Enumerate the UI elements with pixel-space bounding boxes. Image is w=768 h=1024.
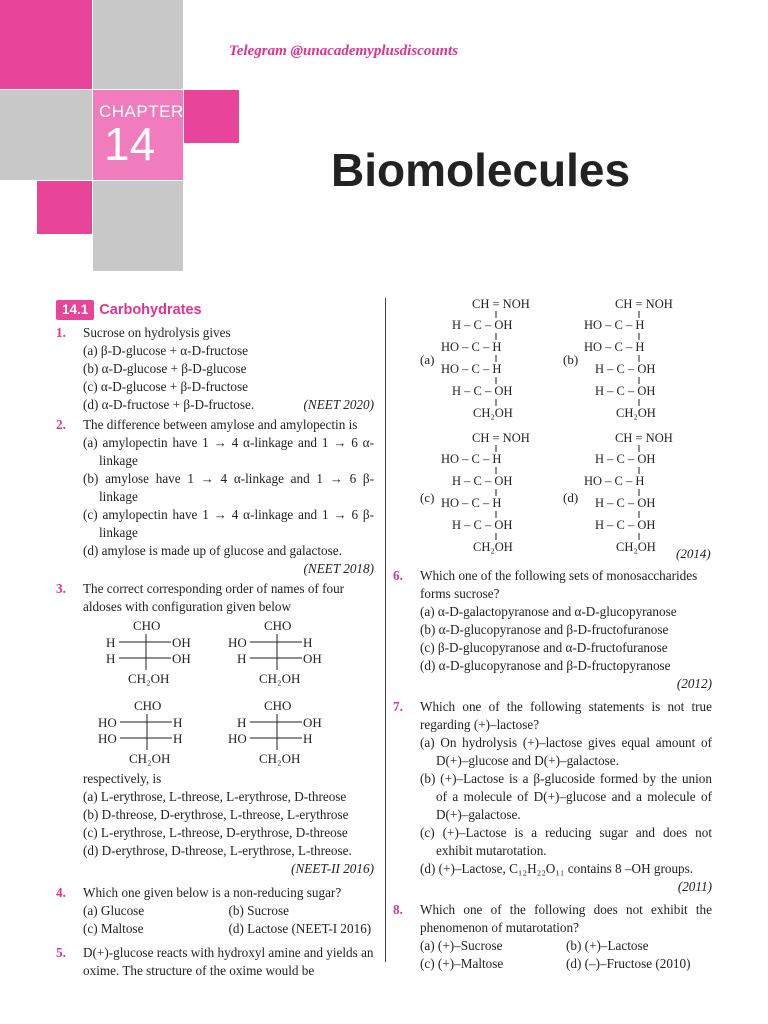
oxime-row: HO – C – H — [441, 452, 502, 466]
question-2 — [56, 416, 374, 578]
oxime-row: HO – C – H — [441, 496, 502, 510]
year-tag: (NEET-II 2016) — [291, 861, 374, 876]
deco-block — [184, 90, 239, 143]
question-8 — [393, 901, 712, 973]
question-5 — [56, 944, 374, 980]
fischer-sub: H — [173, 715, 183, 730]
option-b: (b) Sucrose — [228, 903, 289, 918]
deco-block — [93, 0, 183, 89]
question-number: 5. — [56, 945, 66, 960]
oxime-bottom: CH₂OH — [616, 406, 656, 420]
fischer-bottom: CH₂OH — [259, 671, 301, 686]
fischer-sub: HO — [98, 731, 117, 746]
question-text: Which one of the following statements is not true regarding (+)–lactose? — [420, 699, 712, 732]
option-c: (c) L-erythrose, L-threose, D-erythrose, D-threose — [83, 825, 348, 840]
question-text: D(+)-glucose reacts with hydroxyl amine and yields an oxime. The structure of the oxime would be — [83, 945, 374, 978]
fischer-sub: OH — [172, 635, 191, 650]
question-number: 3. — [56, 581, 66, 596]
question-number: 7. — [393, 699, 403, 714]
question-text: Which one of the following sets of monosaccharides forms sucrose? — [420, 568, 698, 601]
oxime-bottom: CH₂OH — [473, 540, 513, 554]
option-b: (b) α-D-glucopyranose and β-D-fructofuranose — [420, 622, 669, 637]
option-a-label: (a) — [420, 352, 435, 367]
question-number: 4. — [56, 885, 66, 900]
fischer-bottom: CH₂OH — [128, 671, 170, 686]
fischer-structure-2 — [225, 618, 345, 688]
fischer-top: CHO — [264, 698, 292, 713]
chapter-label: CHAPTER — [99, 102, 184, 121]
deco-block — [0, 90, 92, 180]
year-tag: (2011) — [677, 879, 712, 894]
oxime-row: H – C – OH — [452, 318, 513, 332]
fischer-structure-1 — [103, 618, 213, 688]
fischer-top: CHO — [264, 618, 292, 633]
fischer-sub: H — [106, 651, 116, 666]
fischer-sub: H — [237, 651, 247, 666]
question-number: 1. — [56, 325, 66, 340]
fischer-structure-4 — [225, 698, 345, 768]
option-b: (b) (+)–Lactose — [566, 938, 649, 953]
telegram-watermark: Telegram @unacademyplusdiscounts — [229, 43, 459, 59]
option-a: (a) Glucose — [83, 903, 145, 918]
oxime-row: HO – C – H — [584, 474, 645, 488]
oxime-top: CH = NOH — [472, 431, 530, 445]
bond-lines — [452, 430, 562, 558]
oxime-bottom: CH₂OH — [616, 540, 656, 554]
oxime-top: CH = NOH — [615, 431, 673, 445]
respectively-text: respectively, is — [83, 771, 162, 786]
oxime-row: H – C – OH — [595, 362, 656, 376]
option-b: (b) amylose have 1 → 4 α-linkage and 1 → 6 β-linkage — [83, 471, 374, 504]
fischer-sub: H — [106, 635, 116, 650]
fischer-projections — [83, 616, 374, 774]
oxime-row: H – C – OH — [452, 474, 513, 488]
fischer-sub: HO — [228, 731, 247, 746]
oxime-structure-d — [584, 430, 705, 558]
fischer-top: CHO — [133, 618, 161, 633]
oxime-row: HO – C – H — [584, 318, 645, 332]
section-number: 14.1 — [56, 300, 94, 320]
oxime-row: H – C – OH — [452, 518, 513, 532]
option-a: (a) β-D-glucose + α-D-fructose — [83, 343, 248, 358]
fischer-sub: H — [303, 731, 313, 746]
question-number: 6. — [393, 568, 403, 583]
oxime-row: H – C – OH — [595, 496, 656, 510]
fischer-sub: H — [303, 635, 313, 650]
page-title: Biomolecules — [331, 144, 631, 196]
question-1 — [56, 324, 374, 414]
option-d: (d) amylose is made up of glucose and galactose. — [83, 543, 342, 558]
fischer-top: CHO — [134, 698, 162, 713]
option-d: (d) (–)–Fructose (2010) — [566, 956, 691, 971]
option-a: (a) L-erythrose, L-threose, L-erythrose, D-threose — [83, 789, 347, 804]
chapter-number: 14 — [104, 118, 156, 170]
option-d: (d) α-D-glucopyranose and β-D-fructopyranose — [420, 658, 671, 673]
option-c: (c) (+)–Maltose — [420, 956, 504, 971]
fischer-sub: H — [237, 715, 247, 730]
deco-block — [93, 181, 183, 271]
option-c-label: (c) — [420, 490, 435, 505]
oxime-top: CH = NOH — [472, 297, 530, 311]
option-b: (b) α-D-glucose + β-D-glucose — [83, 361, 247, 376]
year-tag: (NEET 2020) — [303, 397, 374, 412]
fischer-sub: OH — [303, 715, 322, 730]
question-text: Which one of the following does not exhibit the phenomenon of mutarotation? — [420, 902, 712, 935]
option-b-label: (b) — [563, 352, 579, 367]
fischer-sub: HO — [228, 635, 247, 650]
oxime-structure-a — [441, 296, 562, 424]
option-d: (d) α-D-fructose + β-D-fructose. — [83, 397, 255, 412]
fischer-sub: HO — [98, 715, 117, 730]
option-c: (c) α-D-glucose + β-D-fructose — [83, 379, 248, 394]
left-column — [56, 300, 374, 980]
question-text: The difference between amylose and amylopectin is — [83, 417, 358, 432]
year-tag: (NEET 2018) — [303, 561, 374, 576]
option-d-label: (d) — [563, 490, 579, 505]
bond-lines — [595, 430, 705, 558]
question-number: 8. — [393, 902, 403, 917]
question-7 — [393, 698, 712, 896]
oxime-structure-c — [441, 430, 562, 558]
fischer-sub: OH — [172, 651, 191, 666]
deco-block — [0, 0, 92, 89]
right-column — [393, 567, 712, 973]
question-text: The correct corresponding order of names of four aldoses with configuration given below — [83, 581, 345, 614]
oxime-options — [420, 296, 720, 566]
option-d: (d) (+)–Lactose, C₁₂H₂₂O₁₁ contains 8 –OH groups. — [420, 861, 694, 876]
fischer-sub: OH — [303, 651, 322, 666]
oxime-structure-b — [584, 296, 705, 424]
section-heading — [56, 300, 374, 320]
question-4 — [56, 884, 374, 938]
option-d: (d) D-erythrose, D-threose, L-erythrose, L-threose. — [83, 843, 352, 858]
question-6 — [393, 567, 712, 693]
oxime-row: HO – C – H — [584, 340, 645, 354]
year-tag: (2012) — [676, 676, 712, 691]
column-divider — [385, 298, 386, 962]
fischer-bottom: CH₂OH — [259, 751, 301, 766]
oxime-row: H – C – OH — [595, 452, 656, 466]
option-a: (a) amylopectin have 1 → 4 α-linkage and 1 → 6 α-linkage — [83, 435, 374, 468]
option-d: (d) Lactose (NEET-I 2016) — [228, 921, 372, 936]
question-3 — [56, 580, 374, 774]
option-b: (b) D-threose, D-erythrose, L-threose, L-erythrose — [83, 807, 349, 822]
oxime-row: HO – C – H — [441, 362, 502, 376]
option-c: (c) amylopectin have 1 → 4 α-linkage and 1 → 6 β-linkage — [83, 507, 374, 540]
question-text: Which one given below is a non-reducing sugar? — [83, 885, 342, 900]
option-a: (a) On hydrolysis (+)–lactose gives equal amount of D(+)–glucose and D(+)–galactose. — [420, 735, 712, 768]
oxime-row: H – C – OH — [452, 384, 513, 398]
bond-lines — [452, 296, 562, 424]
question-3-continued — [56, 770, 374, 878]
oxime-bottom: CH₂OH — [473, 406, 513, 420]
option-a: (a) α-D-galactopyranose and α-D-glucopyranose — [420, 604, 677, 619]
question-text: Sucrose on hydrolysis gives — [83, 325, 231, 340]
option-b: (b) (+)–Lactose is a β-glucoside formed by the union of a molecule of D(+)–glucose and a molecule of D(+)–galactose. — [420, 771, 712, 822]
question-number: 2. — [56, 417, 66, 432]
fischer-bottom: CH₂OH — [129, 751, 171, 766]
option-c: (c) Maltose — [83, 921, 144, 936]
oxime-row: HO – C – H — [441, 340, 502, 354]
option-c: (c) (+)–Lactose is a reducing sugar and does not exhibit mutarotation. — [420, 825, 712, 858]
oxime-row: H – C – OH — [595, 384, 656, 398]
bond-lines — [595, 296, 705, 424]
fischer-structure-3 — [95, 698, 215, 768]
deco-block — [37, 181, 92, 234]
year-tag: (2014) — [676, 546, 711, 561]
option-a: (a) (+)–Sucrose — [420, 938, 503, 953]
oxime-top: CH = NOH — [615, 297, 673, 311]
oxime-row: H – C – OH — [595, 518, 656, 532]
section-title: Carbohydrates — [99, 302, 202, 318]
fischer-sub: H — [173, 731, 183, 746]
option-c: (c) β-D-glucopyranose and α-D-fructofuranose — [420, 640, 668, 655]
